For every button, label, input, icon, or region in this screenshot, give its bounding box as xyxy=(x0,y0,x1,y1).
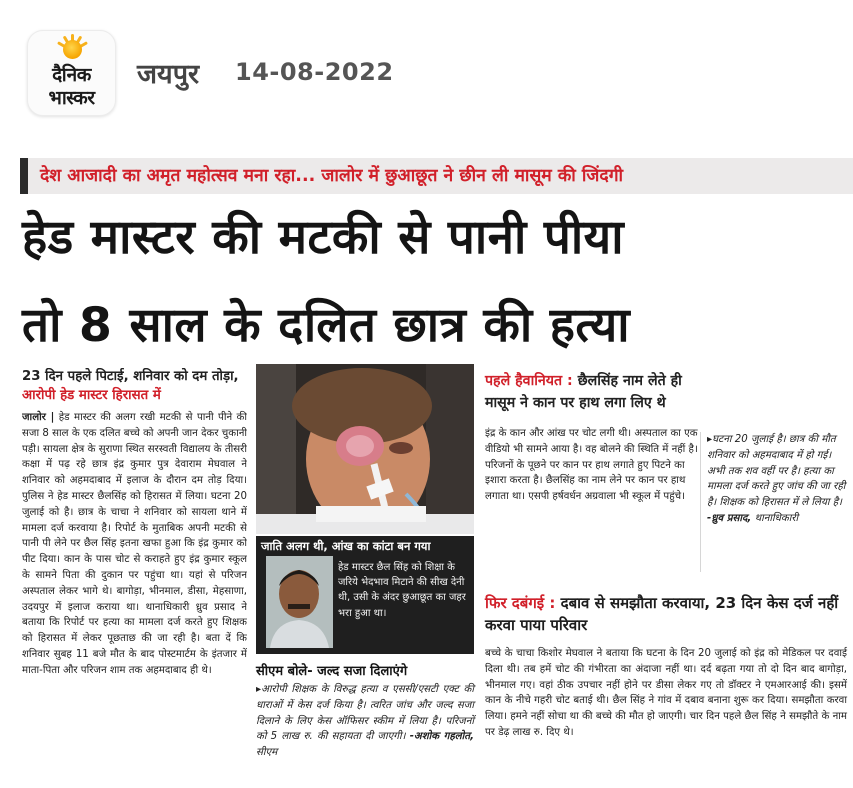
column-divider xyxy=(700,432,701,572)
newspaper-clipping xyxy=(0,142,853,788)
main-story-body xyxy=(22,410,247,679)
victim-photo xyxy=(256,364,474,534)
logo-line-2: भास्कर xyxy=(48,87,95,109)
side-story-column xyxy=(485,370,700,590)
kicker-bar xyxy=(20,158,28,194)
police-statement xyxy=(707,432,847,592)
subhead-text: 23 दिन पहले पिटाई, शनिवार को दम तोड़ा, xyxy=(22,369,239,384)
cm-statement-head: सीएम बोले- जल्द सजा दिलाएंगे xyxy=(256,664,408,679)
quote-headline: जाति अलग थी, आंख का कांटा बन गया xyxy=(261,539,431,553)
cm-statement-text: ▸आरोपी शिक्षक के विरुद्ध हत्या व एससी/एसटी एक्ट की धाराओं में केस दर्ज किया है। त्वरित जांच और जल्द सजा दिलाने के लिए केस ऑफिसर स्कीम में लिया है। परिजनों को 5 लाख रु. की सहायता दी जाएगी। xyxy=(256,684,474,743)
headmaster-photo xyxy=(266,556,333,648)
headline-line-1: हेड मास्टर की मटकी से पानी पीया xyxy=(22,210,625,265)
lower-story-body: बच्चे के चाचा किशोर मेघवाल ने बताया कि घटना के दिन 20 जुलाई को इंद्र को मेडिकल पर दवाई दिला थी। तब हमें चोट की गंभीरता का अंदाजा नहीं था। दर्द बढ़ता गया तो दो दिन बाद बागोड़ा, भीनमाल गए। वहां ठीक उपचार नहीं होने पर डीसा लेकर गए तो डॉक्टर ने एमआरआई की। इसमें कान के नीचे गहरी चोट बताई थी। छैल सिंह ने गांव में दबाव बनाना शुरू कर दिया। समझौता करवा लिया। हमने नहीं सोचा था की बच्चे की मौत हो जाएगी। चार दिन पहले छैल सिंह ने समझौते के नाम पर डेढ़ लाख रु. दिए थे। xyxy=(485,648,847,738)
subhead-red-text: आरोपी हेड मास्टर हिरासत में xyxy=(22,387,161,403)
cm-signature-role: सीएम xyxy=(256,747,278,759)
sun-icon xyxy=(63,40,82,59)
dateline: जालोर | xyxy=(22,412,55,423)
dainik-bhaskar-logo[interactable] xyxy=(27,30,116,116)
police-signature-role: थानाधिकारी xyxy=(754,512,799,524)
lower-story-title: दबाव से समझौता करवाया, 23 दिन केस दर्ज नहीं करवा पाया परिवार xyxy=(485,594,839,634)
lower-story-label: फिर दबंगई : xyxy=(485,594,556,612)
side-story-title: छैलसिंह नाम लेते ही मासूम ने कान पर हाथ लगा लिए थे xyxy=(485,373,682,411)
masthead xyxy=(0,0,853,142)
headmaster-photo-illustration xyxy=(266,556,333,648)
victim-photo-illustration xyxy=(256,364,474,534)
logo-line-1: दैनिक xyxy=(52,64,91,86)
headline-line-2: तो 8 साल के दलित छात्र की हत्या xyxy=(22,298,631,353)
police-signature: -ध्रुव प्रसाद, xyxy=(707,512,752,524)
edition-date: 14-08-2022 xyxy=(235,58,394,86)
lower-story xyxy=(485,592,847,788)
cm-signature: -अशोक गहलोत, xyxy=(409,731,474,743)
side-story-headline xyxy=(485,370,700,414)
lower-story-headline xyxy=(485,592,847,636)
side-story-label: पहले हैवानियत : xyxy=(485,373,573,389)
side-story-body: इंद्र के कान और आंख पर चोट लगी थी। अस्पताल का एक वीडियो भी सामने आया है। वह बोलने की स्थिति में नहीं है। परिजनों के पूछने पर कान पर हाथ लगाते हुए पिटने का इशारा करता है। छैलसिंह का नाम लेने पर कान पर हाथ लगाता था। एसपी हर्षवर्धन अग्रवाला भी स्कूल में पहुंचे। xyxy=(485,428,698,503)
photo-column xyxy=(256,364,474,788)
kicker-text: देश आजादी का अमृत महोत्सव मना रहा... जालोर में छुआछूत ने छीन ली मासूम की जिंदगी xyxy=(40,166,624,186)
edition-city: जयपुर xyxy=(137,59,200,90)
main-story-text: हेड मास्टर की अलग रखी मटकी से पानी पीने की सजा 8 साल के एक दलित बच्चे को अपनी जान देकर चुकानी पड़ी। सायला क्षेत्र के सुराणा स्थित सरस्वती विद्यालय के तीसरी कक्षा में पढ़ रहे छात्र इंद्र कुमार पुत्र देवाराम मेघवाल ने शनिवार को अहमदाबाद में इलाज के दौरान दम तोड़ दिया। पुलिस ने हेड मास्टर छैलसिंह को हिरासत में लिया। घटना 20 जुलाई को है। छात्र के चाचा ने शनिवार को सायला थाने में मामला दर्ज करवाया है। रिपोर्ट के मुताबिक अपनी मटकी से पानी पी लेने पर छैल सिंह इतना खफा हुआ कि इंद्र कुमार को पीट दिया। कान के पास चोट से कराहते हुए इंद्र कुमार स्कूल के सामने पिता की दुकान पर पहुंचा था। यहां से परिजन अस्पताल लेकर भागे थे। बागोड़ा, भीनमाल, डीसा, मेहसाणा, उदयपुर में इलाज कराया था। थानाधिकारी ध्रुव प्रसाद ने बताया कि रिपोर्ट पर हत्या का मामला दर्ज करते हुए शिक्षक को हिरासत में लेकर पूछताछ की जा रही है। बता दें कि शनिवार सुबह 11 बजे मौत के बाद पोस्टमार्टम के इंतजार में माता-पिता और परिजन शाम तक अहमदाबाद ही थे। xyxy=(22,412,247,676)
kicker-banner xyxy=(20,158,853,194)
main-story-subhead xyxy=(22,368,247,405)
main-story-column xyxy=(22,368,247,788)
quote-text: हेड मास्टर छैल सिंह को शिक्षा के जरिये भेदभाव मिटाने की सीख देनी थी, उसी के अंदर छुआछूत का जहर भरा हुआ था। xyxy=(338,562,466,619)
quote-box xyxy=(256,536,474,654)
police-statement-text: ▸घटना 20 जुलाई है। छात्र की मौत शनिवार को अहमदाबाद में हो गई। अभी तक शव वहीं पर है। हत्या का मामला दर्ज करते हुए जांच की जा रही है। शिक्षक को हिरासत में ले लिया है। xyxy=(707,434,846,509)
cm-statement-body xyxy=(256,682,474,761)
